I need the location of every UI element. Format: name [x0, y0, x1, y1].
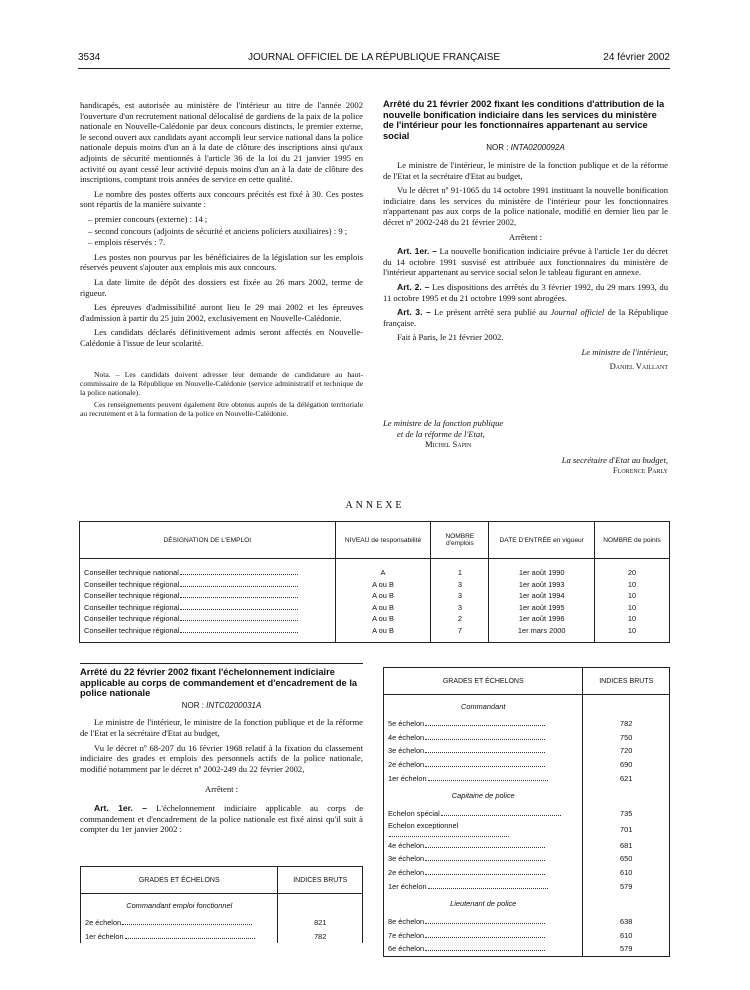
arretent: Arrêtent : — [204, 784, 239, 795]
level-cell: A ou B — [335, 579, 431, 591]
column-header: INDICES BRUTS — [583, 668, 670, 695]
table-header-row — [384, 668, 670, 695]
count-cell: 3 — [431, 590, 489, 602]
signatory-title: Le ministre de la fonction publique — [383, 418, 504, 428]
header-rule — [78, 68, 670, 69]
level-cell: A ou B — [335, 590, 431, 602]
column-header: NOMBRE de points — [595, 522, 670, 559]
grade-cell: 1er échelon — [81, 930, 278, 944]
grade-cell: 2e échelon — [384, 758, 583, 772]
table-row — [384, 879, 670, 893]
column-header: GRADES ET ÉCHELONS — [384, 668, 583, 695]
job-title-cell: Conseiller technique régional — [80, 579, 336, 591]
table-row — [384, 866, 670, 880]
table-row — [384, 717, 670, 731]
points-cell: 10 — [595, 625, 670, 643]
column-header: INDICES BRUTS — [278, 867, 363, 894]
level-cell: A ou B — [335, 613, 431, 625]
table-row — [80, 625, 670, 643]
section-rule — [80, 663, 363, 664]
annexe-title: ANNEXE — [345, 500, 405, 511]
page-number: 3534 — [78, 52, 101, 63]
table-row — [80, 579, 670, 591]
table-row — [384, 839, 670, 853]
left-column — [80, 100, 363, 421]
table-row — [384, 744, 670, 758]
table-row — [384, 807, 670, 821]
grade-group-row — [384, 785, 670, 807]
job-title-cell: Conseiller technique régional — [80, 625, 336, 643]
index-cell: 650 — [583, 852, 670, 866]
grade-cell: 2e échelon — [384, 866, 583, 880]
index-cell: 681 — [583, 839, 670, 853]
index-cell: 579 — [583, 942, 670, 956]
paragraph: Le ministre de l'intérieur, le ministre de la fonction publique et de la réforme de l'Etat et la secrétaire d'Etat au budget, — [383, 159, 668, 181]
article-2: Art. 2. – Les dispositions des arrêtés du 3 février 1992, du 29 mars 1993, du 11 octobre 1995 et du 21 octobre 1999 sont abrogées. — [383, 281, 668, 303]
grade-cell: 3e échelon — [384, 852, 583, 866]
job-title-cell: Conseiller technique régional — [80, 602, 336, 614]
grade-cell: Echelon exceptionnel — [384, 821, 583, 839]
index-cell: 638 — [583, 915, 670, 929]
distribution-list — [80, 214, 363, 248]
points-cell: 10 — [595, 602, 670, 614]
grades-table-right — [383, 667, 670, 957]
date-cell: 1er août 1993 — [489, 579, 595, 591]
grade-cell: 1er échelon — [384, 771, 583, 785]
paragraph: Les épreuves d'admissibilité auront lieu le 29 mai 2002 et les épreuves d'admission à partir du 25 juin 2002, exclusivement en Nouvelle-Calédonie. — [80, 302, 363, 323]
date-cell: 1er août 1995 — [489, 602, 595, 614]
list-item: – premier concours (externe) : 14 ; — [88, 213, 208, 224]
date-cell: 1er août 1990 — [489, 559, 595, 579]
table-row — [80, 590, 670, 602]
list-item: – emplois réservés : 7. — [88, 237, 166, 248]
paragraph: Le ministre de l'intérieur, le ministre de la fonction publique et de la réforme de l'Etat et la secrétaire d'Etat au budget, — [80, 717, 363, 738]
second-decree — [80, 667, 363, 839]
article-3: Art. 3. – Le présent arrêté sera publié au Journal officiel de la République française. — [383, 307, 669, 328]
index-cell: 782 — [583, 717, 670, 731]
table-row — [80, 559, 670, 579]
level-cell: A ou B — [335, 602, 431, 614]
grade-cell: 3e échelon — [384, 744, 583, 758]
table-row — [384, 942, 670, 956]
nor-code: INTC0200031A — [206, 700, 262, 710]
index-cell: 610 — [583, 929, 670, 943]
journal-title: JOURNAL OFFICIEL DE LA RÉPUBLIQUE FRANÇAISE — [247, 52, 501, 63]
table-row — [80, 602, 670, 614]
date-cell: 1er août 1994 — [489, 590, 595, 602]
paragraph: Le nombre des postes offerts aux concours précités est fixé à 30. Ces postes sont répartis de la manière suivante : — [80, 188, 363, 210]
points-cell: 10 — [595, 590, 670, 602]
table-row — [384, 731, 670, 745]
grade-group-row — [384, 695, 670, 718]
signatory-name: Michel Sapin — [425, 439, 472, 450]
index-cell: 735 — [583, 807, 670, 821]
table-row — [384, 821, 670, 839]
table-row — [81, 916, 363, 930]
column-header: DATE D'ENTRÉE en vigueur — [489, 522, 595, 559]
signatory-name: Florence Parly — [612, 465, 668, 476]
index-cell: 701 — [583, 821, 670, 839]
count-cell: 3 — [431, 602, 489, 614]
points-cell: 10 — [595, 613, 670, 625]
points-cell: 10 — [595, 579, 670, 591]
column-header: DÉSIGNATION DE L'EMPLOI — [80, 522, 336, 559]
paragraph: Vu le décret nº 68-207 du 16 février 1968 relatif à la fixation du classement indiciaire des grades et emplois des personnels actifs de la police nationale, modifié notamment par le décret nº 2002-249 du 22 février 2002, — [80, 742, 363, 774]
column-header: GRADES ET ÉCHELONS — [81, 867, 278, 894]
signatory-title: La secrétaire d'Etat au budget, — [561, 454, 668, 465]
grade-group-label: Capitaine de police — [384, 785, 583, 807]
table-row — [384, 929, 670, 943]
table-header-row — [80, 522, 670, 559]
table-row — [384, 852, 670, 866]
column-header: NOMBRE d'emplois — [431, 522, 489, 559]
grade-cell: 2e échelon — [81, 916, 278, 930]
grade-group-label: Commandant emploi fonctionnel — [81, 894, 278, 917]
signature-place-date: Fait à Paris, le 21 février 2002. — [397, 332, 504, 343]
list-item: – second concours (adjoints de sécurité et anciens policiers auxiliaires) : 9 ; — [88, 225, 348, 236]
index-cell: 720 — [583, 744, 670, 758]
grade-group-label: Commandant — [384, 695, 583, 718]
article-1: Art. 1er. – La nouvelle bonification indiciaire prévue à l'article 1er du décret du 14 octobre 1991 susvisé est attribuée aux fonctionnaires du ministère de l'intérieur appartenant au service social selon le tableau figurant en annexe. — [383, 246, 668, 278]
article-1: Art. 1er. – L'échelonnement indiciaire applicable au corps de commandement et d'encadrement de la police nationale est fixé ainsi qu'il suit à compter du 1er janvier 2002 : — [80, 802, 364, 835]
page-header — [78, 52, 670, 66]
job-title-cell: Conseiller technique régional — [80, 590, 336, 602]
index-cell: 579 — [583, 879, 670, 893]
nor-code: INTA0200092A — [510, 143, 565, 153]
table-header-row — [81, 867, 363, 894]
paragraph: Les candidats déclarés définitivement admis seront affectés en Nouvelle-Calédonie à l'issue de leur scolarité. — [80, 327, 363, 348]
right-column — [383, 99, 668, 376]
nota — [80, 370, 363, 418]
grade-cell: 4e échelon — [384, 839, 583, 853]
nota-paragraph: Ces renseignements peuvent également être obtenus auprès de la délégation territoriale au recrutement et à la formation de la police en Nouvelle-Calédonie. — [80, 400, 363, 419]
annexe-table — [79, 521, 670, 643]
date-cell: 1er août 1996 — [489, 613, 595, 625]
decree-title: Arrêté du 21 février 2002 fixant les conditions d'attribution de la nouvelle bonification indiciaire dans les services du ministère de l'intérieur pour les fonctionnaires appartenant au service social — [383, 99, 665, 141]
grade-cell: 7e échelon — [384, 929, 583, 943]
job-title-cell: Conseiller technique régional — [80, 613, 336, 625]
grades-table-left — [80, 866, 363, 943]
signatory-title: Le ministre de l'intérieur, — [581, 346, 668, 357]
grade-group-label: Lieutenant de police — [384, 893, 583, 915]
level-cell: A ou B — [335, 625, 431, 643]
index-cell: 610 — [583, 866, 670, 880]
grade-cell: Echelon spécial — [384, 807, 583, 821]
index-cell: 750 — [583, 731, 670, 745]
level-cell: A — [335, 559, 431, 579]
table-row — [81, 930, 363, 944]
signature-block — [383, 418, 668, 479]
index-cell: 621 — [583, 771, 670, 785]
count-cell: 2 — [431, 613, 489, 625]
grade-group-row — [384, 893, 670, 915]
grade-cell: 1er échelon — [384, 879, 583, 893]
issue-date: 24 février 2002 — [603, 52, 670, 63]
nota-paragraph: Nota. – Les candidats doivent adresser leur demande de candidature au haut-commissaire de la République en Nouvelle-Calédonie (service administratif et technique de la police nationale). — [80, 370, 363, 398]
nor-reference: NOR : INTC0200031A — [181, 700, 262, 710]
count-cell: 1 — [431, 559, 489, 579]
grade-cell: 8e échelon — [384, 915, 583, 929]
column-header: NIVEAU de responsabilité — [335, 522, 431, 559]
decree-title: Arrêté du 22 février 2002 fixant l'échelonnement indiciaire applicable au corps de commandement et d'encadrement de la police nationale — [80, 667, 358, 699]
points-cell: 20 — [595, 559, 670, 579]
signatory-title: et de la réforme de l'Etat, — [397, 428, 485, 439]
index-cell: 782 — [278, 930, 363, 944]
paragraph: Vu le décret nº 91-1065 du 14 octobre 1991 instituant la nouvelle bonification indiciaire dans les services du ministère de l'intérieur pour les fonctionnaires n'appartenant pas aux corps de la police nationale, modifié en dernier lieu par le décret nº 2002-248 du 21 février 2002, — [383, 185, 668, 227]
paragraph: La date limite de dépôt des dossiers est fixée au 26 mars 2002, terme de rigueur. — [80, 276, 363, 298]
table-row — [384, 771, 670, 785]
paragraph: handicapés, est autorisée au ministère de l'intérieur au titre de l'année 2002 l'ouverture d'un recrutement national délocalisé de gardiens de la paix de la police nationale en Nouvelle-Calédonie par deux concours distincts, le premier externe, le second ouvert aux candidats ayant accompli leur service national dans la police nationale depuis moins d'un an à la date de clôture des inscriptions ainsi qu'aux adjoints de sécurité mentionnés à l'article 36 de la loi du 21 janvier 1995 en activité ou ayant cessé leur activité depuis moins d'un an à la date de clôture des inscriptions, comptant trois années de service en cette qualité. — [80, 100, 363, 185]
grade-group-row — [81, 894, 363, 917]
count-cell: 3 — [431, 579, 489, 591]
job-title-cell: Conseiller technique national — [80, 559, 336, 579]
arretent: Arrêtent : — [508, 231, 543, 242]
grade-cell: 4e échelon — [384, 731, 583, 745]
signatory-name: Daniel Vaillant — [609, 361, 668, 372]
grade-cell: 6e échelon — [384, 942, 583, 956]
table-row — [384, 758, 670, 772]
index-cell: 690 — [583, 758, 670, 772]
count-cell: 7 — [431, 625, 489, 643]
paragraph: Les postes non pourvus par les bénéficiaires de la législation sur les emplois réservés peuvent s'ajouter aux emplois mis aux concours. — [80, 251, 363, 273]
nor-reference: NOR : INTA0200092A — [486, 143, 565, 153]
grade-cell: 5e échelon — [384, 717, 583, 731]
table-row — [80, 613, 670, 625]
index-cell: 821 — [278, 916, 363, 930]
table-row — [384, 915, 670, 929]
date-cell: 1er mars 2000 — [489, 625, 595, 643]
